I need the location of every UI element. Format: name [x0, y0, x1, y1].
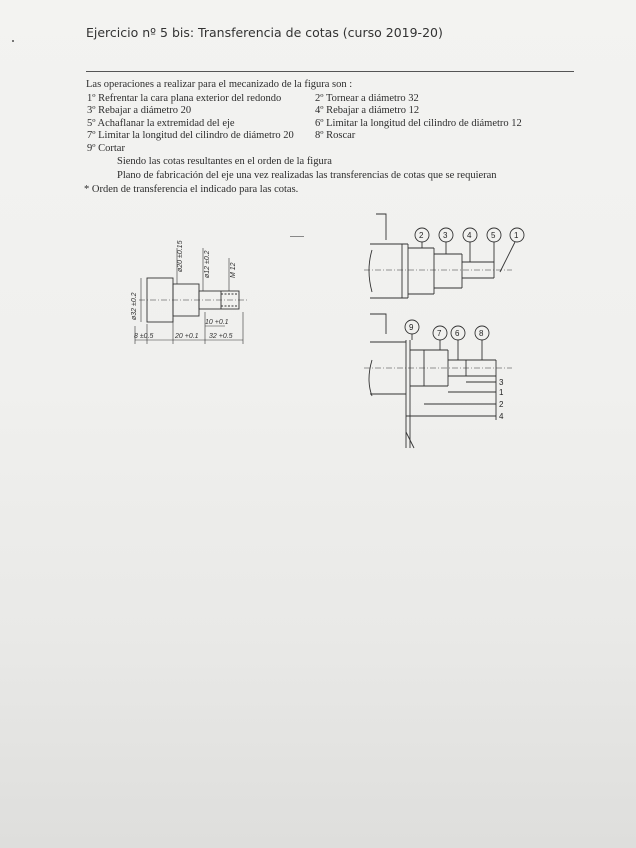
- dim-thread: M 12: [230, 262, 237, 278]
- operation-left: 9º Cortar: [87, 142, 125, 154]
- operations-list: [87, 93, 522, 155]
- page-title: Ejercicio nº 5 bis: Transferencia de cotas (curso 2019-20): [86, 25, 443, 40]
- dim-ref-label: 1: [499, 388, 504, 397]
- operation-row: [87, 105, 522, 117]
- operation-left: 7º Limitar la longitud del cilindro de diámetro 20: [87, 130, 294, 142]
- dim-len-10: 10 +0.1: [205, 319, 229, 326]
- dim-ref-label: 4: [499, 412, 504, 421]
- dim-d20: ø20 ±0.15: [177, 240, 184, 272]
- dim-ref-label: 2: [499, 400, 504, 409]
- operation-row: [87, 143, 522, 155]
- process-drawing: [362, 210, 542, 455]
- operation-left: 5º Achaflanar la extremidad del eje: [87, 117, 235, 129]
- underline-rule: [86, 71, 574, 72]
- operation-row: [87, 130, 522, 142]
- part-drawing-svg: [125, 228, 260, 353]
- dim-d12: ø12 ±0.2: [204, 250, 211, 278]
- dim-ref-label: 3: [499, 378, 504, 387]
- operation-right: 4º Rebajar a diámetro 12: [315, 105, 420, 117]
- part-drawing: [125, 228, 260, 353]
- dim-d32: ø32 ±0.2: [131, 292, 138, 320]
- balloon-label: 9: [409, 323, 414, 332]
- operation-right: 2º Tornear a diámetro 32: [315, 93, 419, 104]
- note-result-dims: Siendo las cotas resultantes en el orden de la figura: [117, 156, 332, 167]
- balloon-label: 3: [443, 231, 448, 240]
- note-transfer-order: * Orden de transferencia el indicado para las cotas.: [84, 184, 299, 195]
- dim-len-20: 20 +0.1: [175, 333, 199, 340]
- operation-right: 6º Limitar la longitud del cilindro de diámetro 12: [315, 117, 522, 129]
- operation-right: 8º Roscar: [315, 130, 356, 142]
- operation-left: 3º Rebajar a diámetro 20: [87, 105, 192, 117]
- intro-text: Las operaciones a realizar para el mecanizado de la figura son :: [86, 79, 353, 90]
- balloon-label: 7: [437, 329, 442, 338]
- dim-len-8: 8 ±0.5: [134, 333, 154, 340]
- top-balloons: [415, 228, 524, 242]
- balloon-label: 4: [467, 231, 472, 240]
- balloon-label: 5: [491, 231, 496, 240]
- dim-len-32: 32 +0.5: [209, 333, 233, 340]
- operation-row: [87, 118, 522, 130]
- operation-row: [87, 93, 522, 105]
- balloon-label: 1: [514, 231, 519, 240]
- balloon-label: 8: [479, 329, 484, 338]
- balloon-label: 6: [455, 329, 460, 338]
- stray-mark: [290, 236, 304, 237]
- bottom-balloons: [405, 320, 489, 340]
- balloon-label: 2: [419, 231, 424, 240]
- operation-left: 1º Refrentar la cara plana exterior del redondo: [87, 93, 282, 104]
- process-drawing-svg: [362, 210, 542, 455]
- page-mark: [12, 40, 14, 42]
- note-fabrication-plan: Plano de fabricación del eje una vez realizadas las transferencias de cotas que se requieran: [117, 170, 497, 181]
